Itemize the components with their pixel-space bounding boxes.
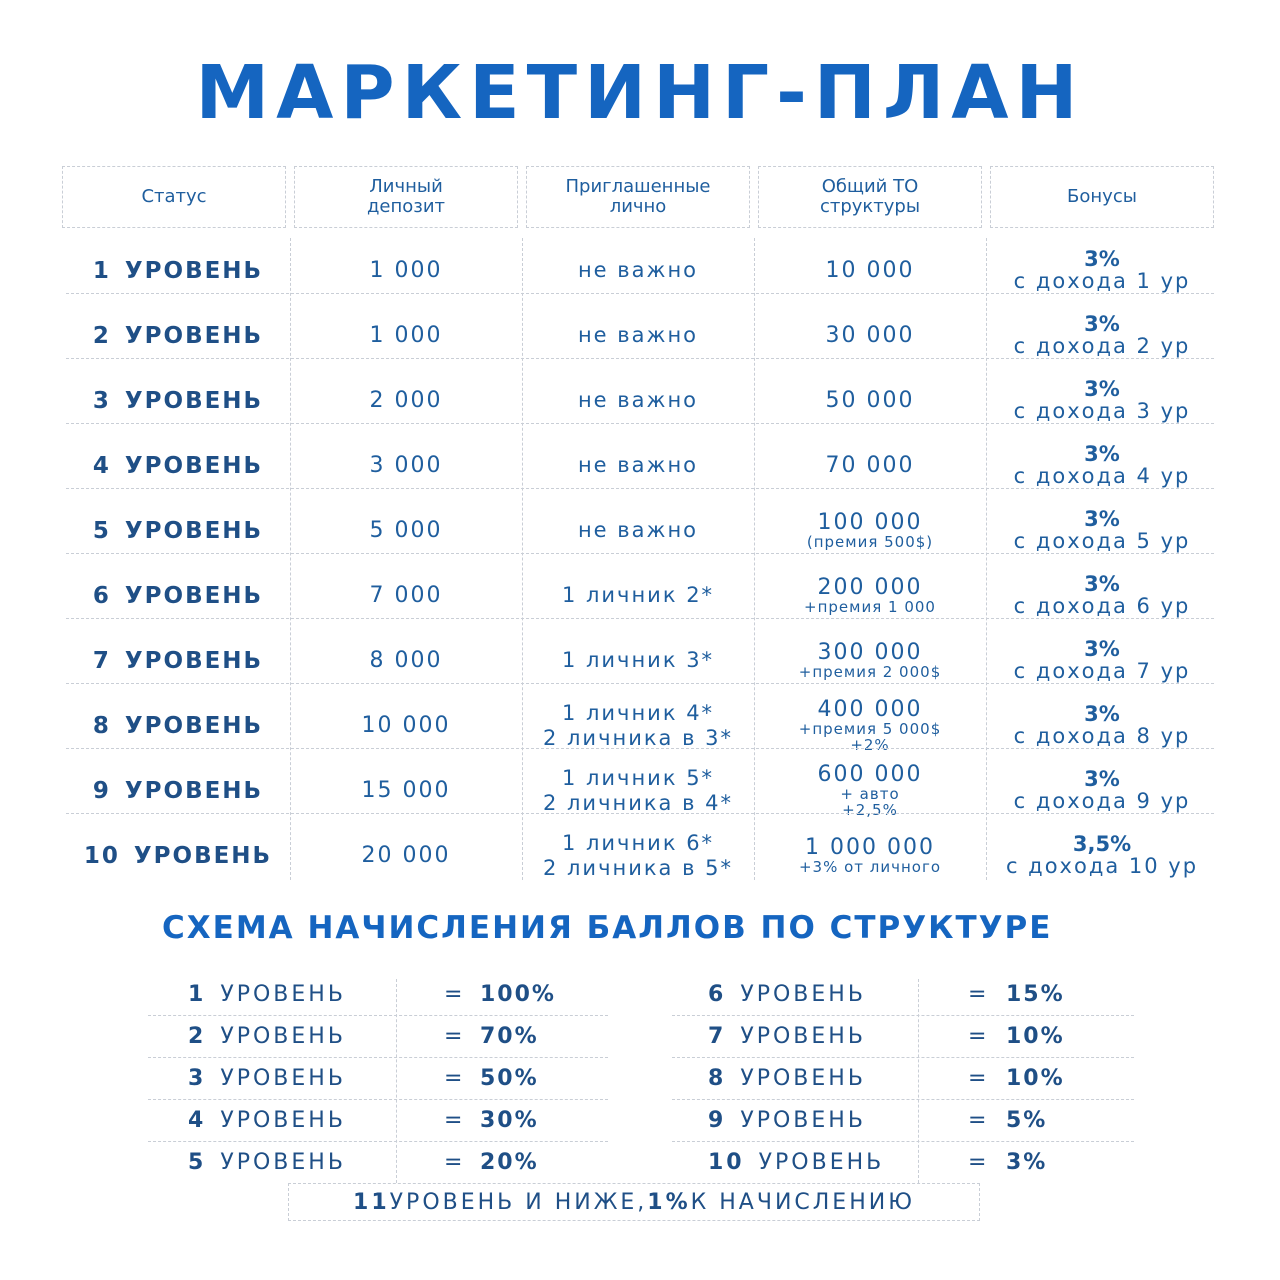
points-percent: 10% bbox=[1006, 1023, 1065, 1049]
turnover-value: 600 000 bbox=[817, 761, 923, 787]
points-level-number: 4 bbox=[188, 1107, 207, 1133]
row-divider bbox=[66, 813, 1214, 814]
level-label: УРОВЕНЬ bbox=[124, 517, 264, 544]
bonus-percent: 3% bbox=[1084, 246, 1120, 271]
points-percent: 10% bbox=[1006, 1065, 1065, 1091]
invited-line: не важно bbox=[577, 388, 699, 412]
points-footer bbox=[288, 1183, 980, 1221]
points-level bbox=[708, 973, 866, 1015]
turnover-value: 10 000 bbox=[825, 257, 915, 283]
turnover-note: (премия 500$) bbox=[806, 532, 934, 551]
table-row bbox=[66, 823, 1216, 888]
points-level-label: УРОВЕНЬ bbox=[220, 1107, 346, 1133]
header-deposit: Личный депозит bbox=[294, 166, 518, 228]
deposit-cell: 5 000 bbox=[369, 518, 443, 543]
bonus-percent: 3% bbox=[1084, 571, 1120, 596]
points-row bbox=[672, 973, 1134, 1015]
level-label: УРОВЕНЬ bbox=[124, 582, 264, 609]
turnover-value: 1 000 000 bbox=[805, 834, 935, 860]
bonus-text: с дохода 2 ур bbox=[1013, 333, 1191, 358]
points-level-label: УРОВЕНЬ bbox=[220, 1065, 346, 1091]
level-label: УРОВЕНЬ bbox=[133, 842, 273, 869]
footer-level-number: 11 bbox=[353, 1189, 390, 1215]
invited-line: не важно bbox=[577, 518, 699, 542]
footer-text: УРОВЕНЬ И НИЖЕ, bbox=[389, 1189, 648, 1215]
page-title: МАРКЕТИНГ-ПЛАН bbox=[195, 50, 1085, 136]
points-percent: 100% bbox=[480, 981, 556, 1007]
invited-line: 1 личник 2* bbox=[561, 583, 715, 607]
points-level bbox=[708, 1015, 866, 1057]
level-number: 1 bbox=[92, 257, 111, 284]
points-level bbox=[708, 1057, 866, 1099]
header-bonuses: Бонусы bbox=[990, 166, 1214, 228]
level-label: УРОВЕНЬ bbox=[124, 452, 264, 479]
deposit-cell: 7 000 bbox=[369, 583, 443, 608]
points-percent: 15% bbox=[1006, 981, 1065, 1007]
bonus-cell bbox=[986, 823, 1218, 888]
level-label: УРОВЕНЬ bbox=[124, 387, 264, 414]
points-level bbox=[188, 1015, 346, 1057]
turnover-note: +премия 1 000 bbox=[804, 597, 936, 616]
points-row bbox=[148, 1141, 608, 1183]
footer-percent: 1% bbox=[647, 1189, 691, 1215]
level-number: 4 bbox=[92, 452, 111, 479]
points-level-number: 8 bbox=[708, 1065, 727, 1091]
equals-sign: = bbox=[444, 1107, 463, 1133]
bonus-text: с дохода 9 ур bbox=[1013, 788, 1191, 813]
invited-line: 1 личник 5* bbox=[561, 765, 715, 790]
deposit-cell: 1 000 bbox=[369, 258, 443, 283]
turnover-value: 400 000 bbox=[817, 696, 923, 722]
points-level bbox=[188, 1057, 346, 1099]
bonus-text: с дохода 1 ур bbox=[1013, 268, 1191, 293]
points-percent: 3% bbox=[1006, 1149, 1048, 1175]
points-level-number: 5 bbox=[188, 1149, 207, 1175]
points-row bbox=[672, 1015, 1134, 1057]
points-level bbox=[188, 973, 346, 1015]
turnover-value: 300 000 bbox=[817, 639, 923, 665]
bonus-percent: 3% bbox=[1084, 766, 1120, 791]
points-level-label: УРОВЕНЬ bbox=[220, 1149, 346, 1175]
points-row bbox=[672, 1099, 1134, 1141]
invited-line: 1 личник 4* bbox=[561, 700, 715, 725]
row-divider bbox=[66, 293, 1214, 294]
points-level-number: 10 bbox=[708, 1149, 745, 1175]
level-number: 3 bbox=[92, 387, 111, 414]
points-level-label: УРОВЕНЬ bbox=[758, 1149, 885, 1175]
deposit-cell: 2 000 bbox=[369, 388, 443, 413]
turnover-note: + авто bbox=[840, 784, 900, 803]
points-percent: 50% bbox=[480, 1065, 539, 1091]
bonus-text: с дохода 6 ур bbox=[1013, 593, 1191, 618]
turnover-value: 200 000 bbox=[817, 574, 923, 600]
bonus-text: с дохода 7 ур bbox=[1013, 658, 1191, 683]
invited-line: не важно bbox=[577, 258, 699, 282]
bonus-percent: 3% bbox=[1084, 701, 1120, 726]
deposit-cell: 15 000 bbox=[361, 778, 451, 803]
points-level-label: УРОВЕНЬ bbox=[740, 1065, 866, 1091]
equals-sign: = bbox=[968, 1023, 987, 1049]
equals-sign: = bbox=[444, 1065, 463, 1091]
points-percent: 20% bbox=[480, 1149, 539, 1175]
bonus-text: с дохода 5 ур bbox=[1013, 528, 1191, 553]
level-number: 8 bbox=[92, 712, 111, 739]
points-row bbox=[672, 1141, 1134, 1183]
points-percent: 5% bbox=[1006, 1107, 1048, 1133]
bonus-percent: 3,5% bbox=[1072, 831, 1132, 856]
row-divider bbox=[66, 358, 1214, 359]
points-level-number: 1 bbox=[188, 981, 207, 1007]
turnover-value: 70 000 bbox=[825, 452, 915, 478]
invited-cell bbox=[522, 823, 754, 888]
turnover-note: +3% от личного bbox=[798, 857, 942, 876]
equals-sign: = bbox=[968, 1107, 987, 1133]
points-level-label: УРОВЕНЬ bbox=[740, 981, 866, 1007]
level-number: 6 bbox=[92, 582, 111, 609]
row-divider bbox=[66, 748, 1214, 749]
invited-line: не важно bbox=[577, 453, 699, 477]
deposit-cell: 10 000 bbox=[361, 713, 451, 738]
bonus-percent: 3% bbox=[1084, 376, 1120, 401]
deposit-cell: 20 000 bbox=[361, 843, 451, 868]
level-number: 7 bbox=[92, 647, 111, 674]
deposit-cell: 1 000 bbox=[369, 323, 443, 348]
turnover-note: +2,5% bbox=[842, 800, 898, 819]
level-label: УРОВЕНЬ bbox=[124, 777, 264, 804]
bonus-percent: 3% bbox=[1084, 506, 1120, 531]
points-level bbox=[708, 1099, 866, 1141]
equals-sign: = bbox=[968, 1149, 987, 1175]
equals-sign: = bbox=[444, 1023, 463, 1049]
row-divider bbox=[66, 683, 1214, 684]
level-label: УРОВЕНЬ bbox=[124, 257, 264, 284]
level-label: УРОВЕНЬ bbox=[124, 712, 264, 739]
turnover-note: +премия 5 000$ bbox=[798, 719, 942, 738]
footer-text-2: К НАЧИСЛЕНИЮ bbox=[690, 1189, 915, 1215]
row-divider bbox=[66, 553, 1214, 554]
points-level-number: 6 bbox=[708, 981, 727, 1007]
turnover-value: 50 000 bbox=[825, 387, 915, 413]
equals-sign: = bbox=[444, 981, 463, 1007]
points-level bbox=[708, 1141, 884, 1183]
points-percent: 30% bbox=[480, 1107, 539, 1133]
points-level-label: УРОВЕНЬ bbox=[740, 1023, 866, 1049]
points-level-label: УРОВЕНЬ bbox=[220, 1023, 346, 1049]
row-divider bbox=[66, 423, 1214, 424]
header-status: Статус bbox=[62, 166, 286, 228]
invited-line: 2 личника в 5* bbox=[542, 855, 734, 880]
header-invited: Приглашенные лично bbox=[526, 166, 750, 228]
bonus-text: с дохода 8 ур bbox=[1013, 723, 1191, 748]
points-level-number: 3 bbox=[188, 1065, 207, 1091]
invited-line: не важно bbox=[577, 323, 699, 347]
turnover-note: +2% bbox=[850, 735, 890, 754]
points-row bbox=[148, 1057, 608, 1099]
points-scheme-title: СХЕМА НАЧИСЛЕНИЯ БАЛЛОВ ПО СТРУКТУРЕ bbox=[162, 910, 1053, 946]
bonus-percent: 3% bbox=[1084, 441, 1120, 466]
level-number: 2 bbox=[92, 322, 111, 349]
bonus-text: с дохода 4 ур bbox=[1013, 463, 1191, 488]
bonus-text: с дохода 10 ур bbox=[1005, 853, 1199, 878]
invited-line: 2 личника в 4* bbox=[542, 790, 734, 815]
equals-sign: = bbox=[968, 1065, 987, 1091]
points-row bbox=[148, 1099, 608, 1141]
level-label: УРОВЕНЬ bbox=[124, 647, 264, 674]
deposit-cell: 8 000 bbox=[369, 648, 443, 673]
invited-line: 1 личник 6* bbox=[561, 830, 715, 855]
invited-line: 2 личника в 3* bbox=[542, 725, 734, 750]
points-level-number: 7 bbox=[708, 1023, 727, 1049]
bonus-percent: 3% bbox=[1084, 311, 1120, 336]
points-level-number: 9 bbox=[708, 1107, 727, 1133]
turnover-value: 100 000 bbox=[817, 509, 923, 535]
points-row bbox=[148, 973, 608, 1015]
points-level bbox=[188, 1141, 346, 1183]
equals-sign: = bbox=[968, 981, 987, 1007]
points-column-divider bbox=[396, 979, 397, 1183]
level-label: УРОВЕНЬ bbox=[124, 322, 264, 349]
row-divider bbox=[66, 488, 1214, 489]
status-cell bbox=[66, 823, 290, 888]
turnover-value: 30 000 bbox=[825, 322, 915, 348]
level-number: 10 bbox=[83, 842, 120, 869]
points-level-number: 2 bbox=[188, 1023, 207, 1049]
points-level-label: УРОВЕНЬ bbox=[740, 1107, 866, 1133]
points-percent: 70% bbox=[480, 1023, 539, 1049]
row-divider bbox=[66, 618, 1214, 619]
deposit-cell: 3 000 bbox=[369, 453, 443, 478]
invited-line: 1 личник 3* bbox=[561, 648, 715, 672]
level-number: 9 bbox=[92, 777, 111, 804]
equals-sign: = bbox=[444, 1149, 463, 1175]
points-row bbox=[148, 1015, 608, 1057]
bonus-percent: 3% bbox=[1084, 636, 1120, 661]
points-level-label: УРОВЕНЬ bbox=[220, 981, 346, 1007]
turnover-note: +премия 2 000$ bbox=[798, 662, 942, 681]
turnover-cell bbox=[754, 823, 986, 888]
points-row bbox=[672, 1057, 1134, 1099]
level-number: 5 bbox=[92, 517, 111, 544]
header-turnover: Общий ТО структуры bbox=[758, 166, 982, 228]
points-column-divider bbox=[918, 979, 919, 1183]
bonus-text: с дохода 3 ур bbox=[1013, 398, 1191, 423]
points-level bbox=[188, 1099, 346, 1141]
